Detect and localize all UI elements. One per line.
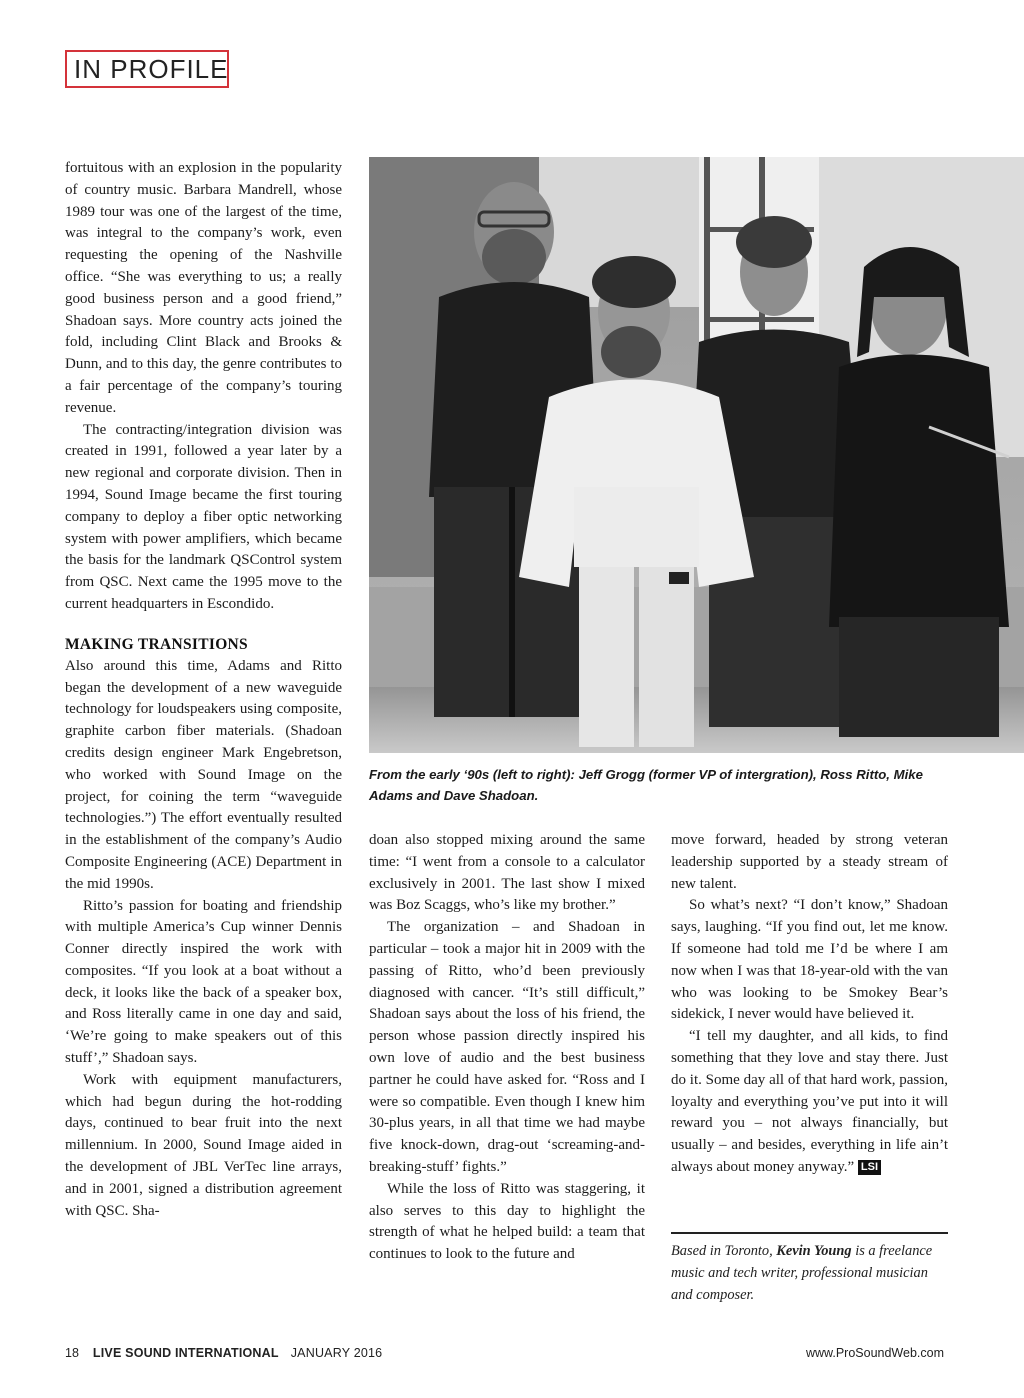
- author-bio: [671, 1241, 948, 1306]
- article-column-2: [369, 830, 645, 1266]
- subheading: MAKING TRANSITIONS: [65, 635, 248, 653]
- section-label: IN PROFILE: [65, 50, 229, 88]
- paragraph: [671, 1026, 948, 1179]
- article-column-3: [671, 830, 948, 1179]
- paragraph: Also around this time, Adams and Ritto began the development of a new waveguide technology for loudspeakers using composite, graphite carbon fiber materials. (Shadoan credits design engineer Mark Engebretson, who worked with Sound Image on the project, for coining the term “waveguide technologies.”) The effort eventually resulted in the establishment of the company’s Audio Composite Engineering (ACE) Department in the mid 1990s.: [65, 657, 342, 892]
- bio-suffix: is a freelance music and tech writer, professional musician and composer.: [671, 1243, 933, 1303]
- paragraph: fortuitous with an explosion in the popularity of country music. Barbara Mandrell, whose 1989 tour was one of the largest of the time, was integral to the company’s work, even requesting the opening of the Nashville office. “She was everything to us; a really good business person and a good friend,” Shadoan says. More country acts joined the fold, including Clint Black and Brooks & Dunn, and to this day, the genre contributes to a fair percentage of the company’s touring revenue.: [65, 160, 342, 416]
- paragraph: The organization – and Shadoan in particular – took a major hit in 2009 with the passing of Ritto, who’d been previously diagnosed with cancer. “It’s still difficult,” Shadoan says about the loss of his friend, the person whose passion directly inspired his own love of audio and the best business partner he could have asked for. “Ross and I were so compatible. Even though I knew him 30-plus years, in all that time we had maybe five knock-down, drag-out ‘screaming-and-breaking-stuff’ fights.”: [369, 919, 645, 1175]
- paragraph: While the loss of Ritto was staggering, it also serves to this day to highlight the strength of what he helped build: a team that continues to look to the future and: [369, 1180, 645, 1263]
- paragraph-text: “I tell my daughter, and all kids, to find something that they love and stay there. Just do it. Some day all of that hard work, passion, loyalty and everything you’ve put into it will reward you – not always financially, but usually – and besides, everything in life ain’t always about money anyway.”: [671, 1028, 948, 1175]
- photo-caption: From the early ‘90s (left to right): Jeff Grogg (former VP of intergration), Ross Ritto, Mike Adams and Dave Shadoan.: [369, 767, 923, 803]
- paragraph: Work with equipment manufacturers, which had begun during the hot-rodding days, continued to bear fruit into the next millennium. In 2000, Sound Image aided in the development of JBL VerTec line arrays, and in 2001, signed a distribution agreement with QSC. Sha-: [65, 1071, 342, 1219]
- footer-left: [65, 1346, 382, 1360]
- author-name: Kevin Young: [776, 1243, 852, 1259]
- end-mark: LSI: [858, 1160, 881, 1175]
- paragraph: doan also stopped mixing around the same time: “I went from a console to a calculator exclusively in 2001. The last show I mixed was Boz Scaggs, who’s like my brother.”: [369, 832, 645, 914]
- article-column-1: [65, 158, 342, 1222]
- paragraph: move forward, headed by strong veteran leadership supported by a steady stream of new talent.: [671, 832, 948, 892]
- page-number: 18: [65, 1346, 79, 1360]
- paragraph: Ritto’s passion for boating and friendship with multiple America’s Cup winner Dennis Conner directly inspired the work with composites. “If you look at a boat without a deck, it looks like the back of a speaker box, and Ross literally came in one day and said, ‘We’re going to make speakers out of this stuff’,” Shadoan says.: [65, 897, 342, 1067]
- issue-date: JANUARY 2016: [290, 1346, 383, 1360]
- bio-prefix: Based in Toronto,: [671, 1243, 777, 1259]
- publication-name: LIVE SOUND INTERNATIONAL: [92, 1346, 279, 1360]
- group-photo-illustration: [369, 157, 1024, 753]
- footer-url[interactable]: www.ProSoundWeb.com: [805, 1346, 944, 1360]
- paragraph: So what’s next? “I don’t know,” Shadoan says, laughing. “If you find out, let me know. If someone had told me I’d be where I am now when I was that 18-year-old with the van who was looking to be Smokey Bear’s sidekick, I never would have believed it.: [671, 897, 948, 1023]
- paragraph: The contracting/integration division was created in 1991, followed a year later by a new regional and corporate division. Then in 1994, Sound Image became the first touring company to deploy a fiber optic networking system with power amplifiers, which became the basis for the landmark QSControl system from QSC. Next came the 1995 move to the current headquarters in Escondido.: [65, 421, 342, 612]
- group-photo: [369, 157, 1024, 753]
- bio-divider: [671, 1232, 948, 1234]
